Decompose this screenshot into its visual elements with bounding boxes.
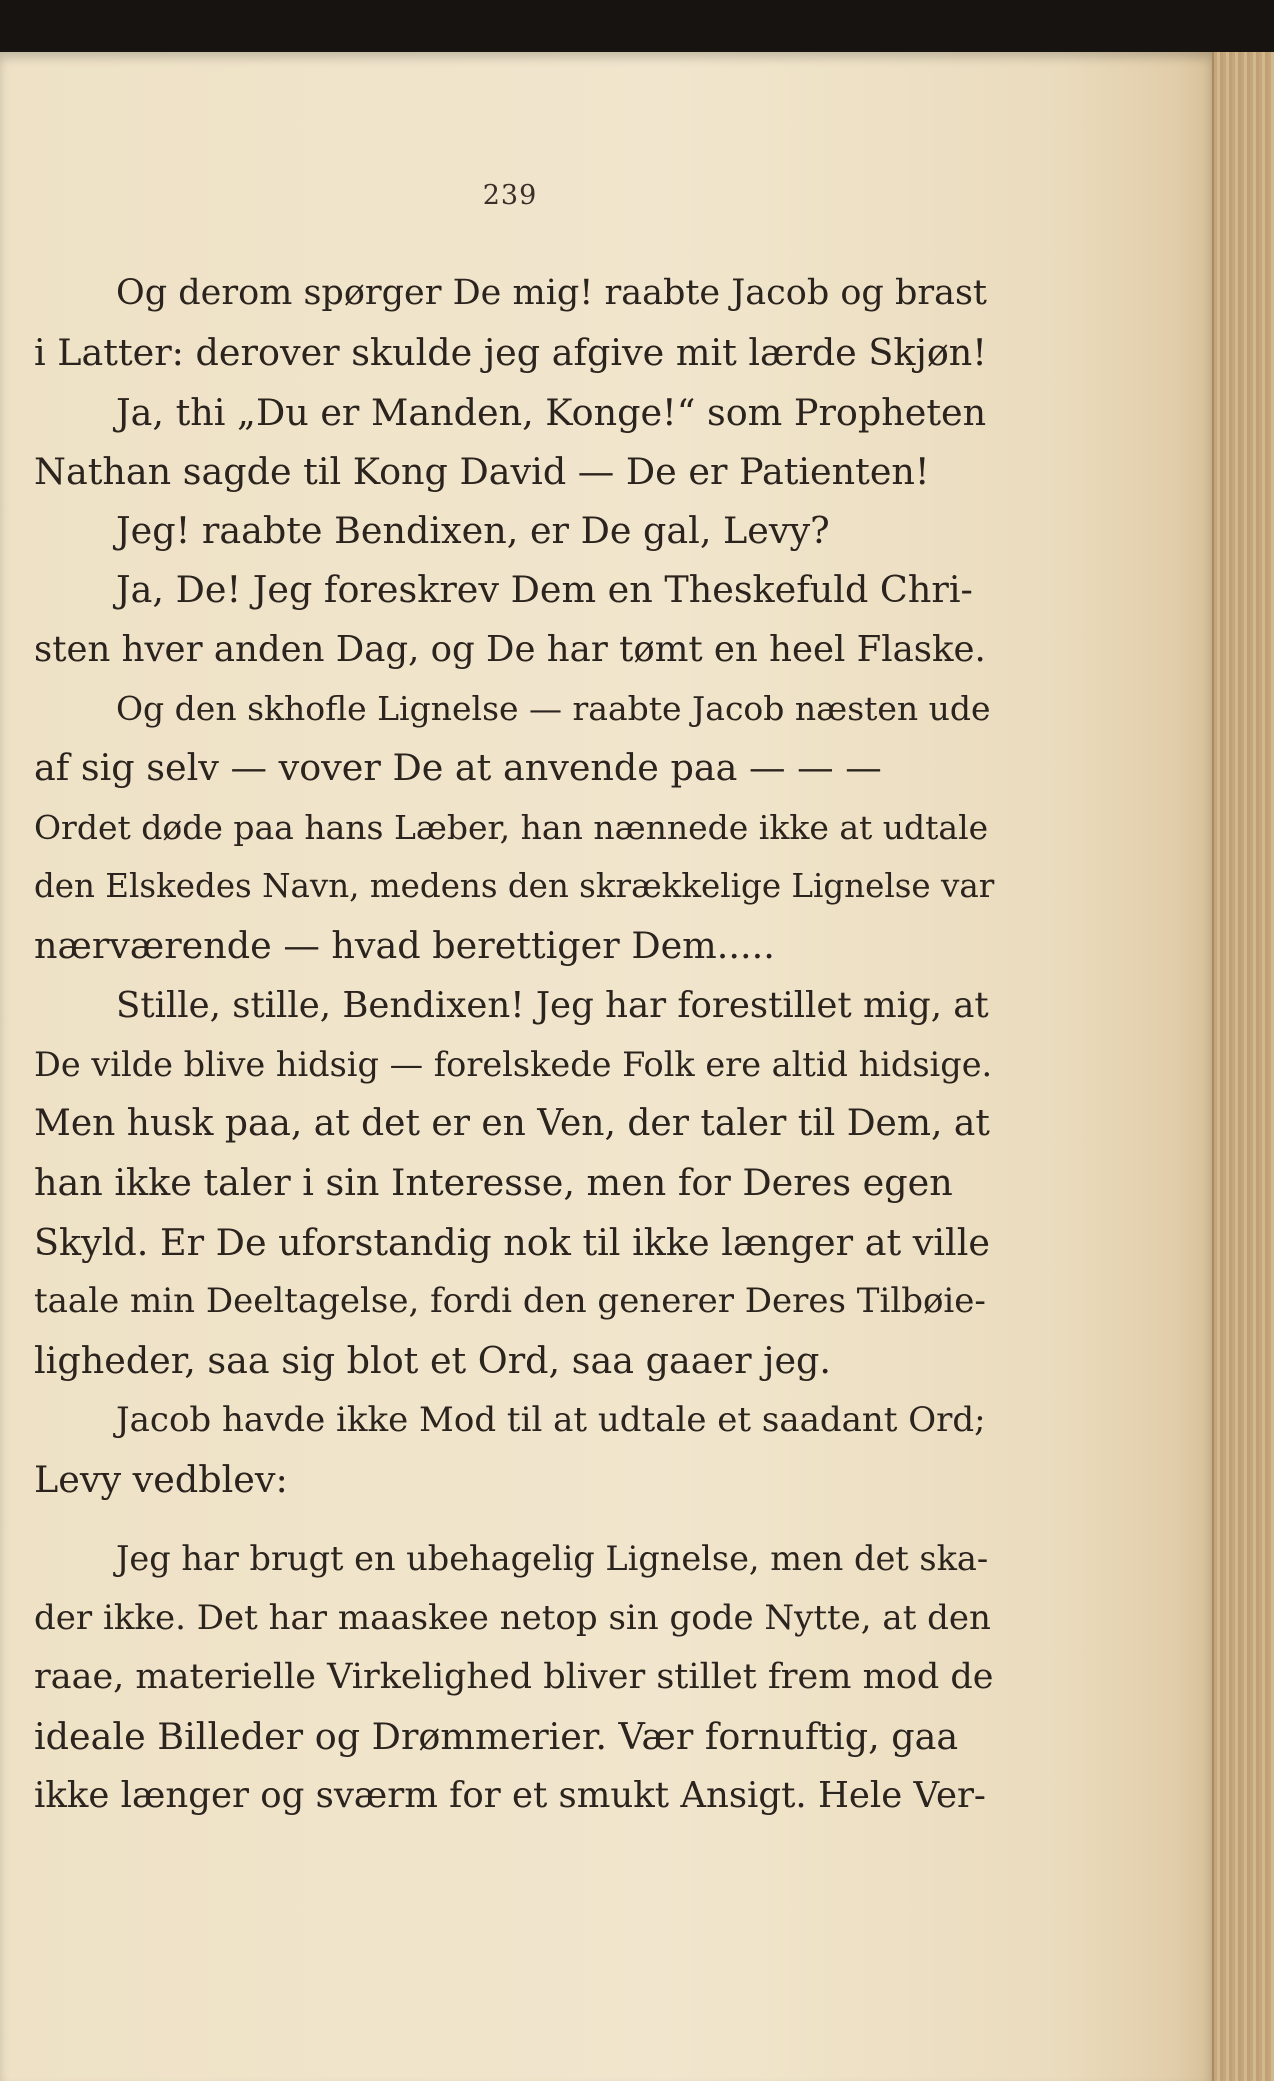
- text-line: Ordet døde paa hans Læber, han nænnede ikke at udtale: [34, 807, 989, 847]
- text-line: ideale Billeder og Drømmerier. Vær fornuftig, gaa: [34, 1715, 959, 1759]
- text-line: Jeg har brugt en ubehagelig Lignelse, men det ska-: [116, 1539, 989, 1579]
- text-line: ligheder, saa sig blot et Ord, saa gaaer jeg.: [34, 1339, 832, 1383]
- text-line: taale min Deeltagelse, fordi den generer Deres Tilbøie-: [34, 1281, 986, 1322]
- text-line: Og derom spørger De mig! raabte Jacob og brast: [116, 273, 987, 313]
- text-line: han ikke taler i sin Interesse, men for Deres egen: [34, 1161, 953, 1205]
- text-line: Ja, thi „Du er Manden, Konge!“ som Propheten: [116, 390, 987, 434]
- text-line: den Elskedes Navn, medens den skrækkelige Lignelse var: [34, 866, 995, 905]
- text-line: Og den skhofle Lignelse — raabte Jacob næsten ude: [116, 689, 991, 729]
- text-line: sten hver anden Dag, og De har tømt en heel Flaske.: [34, 628, 986, 670]
- text-line: Men husk paa, at det er en Ven, der taler til Dem, at: [34, 1103, 990, 1145]
- page-edges: [1212, 52, 1274, 2081]
- body-text: [34, 264, 994, 1826]
- text-line: Levy vedblev:: [34, 1457, 288, 1501]
- text-line: raae, materielle Virkelighed bliver stillet frem mod de: [34, 1656, 994, 1697]
- text-line: Stille, stille, Bendixen! Jeg har forestillet mig, at: [116, 984, 989, 1026]
- text-line: De vilde blive hidsig — forelskede Folk ere altid hidsige.: [34, 1044, 993, 1084]
- text-line: Skyld. Er De uforstandig nok til ikke længer at ville: [34, 1220, 990, 1264]
- text-line: der ikke. Det har maaskee netop sin gode Nytte, at den: [34, 1597, 991, 1638]
- text-line: i Latter: derover skulde jeg afgive mit lærde Skjøn!: [34, 331, 987, 375]
- book-shadow-band: [0, 0, 1274, 52]
- text-line: nærværende — hvad berettiger Dem.....: [34, 924, 775, 968]
- text-line: ikke længer og sværm for et smukt Ansigt. Hele Ver-: [34, 1775, 986, 1817]
- text-line: Jeg! raabte Bendixen, er De gal, Levy?: [116, 509, 830, 553]
- text-line: Nathan sagde til Kong David — De er Patienten!: [34, 449, 930, 493]
- page-number: 239: [482, 180, 538, 211]
- text-line: Ja, De! Jeg foreskrev Dem en Theskefuld Chri-: [116, 568, 973, 612]
- text-line: Jacob havde ikke Mod til at udtale et saadant Ord;: [116, 1399, 986, 1440]
- text-line: af sig selv — vover De at anvende paa — — —: [34, 746, 882, 790]
- paragraph-gap: [34, 1509, 994, 1529]
